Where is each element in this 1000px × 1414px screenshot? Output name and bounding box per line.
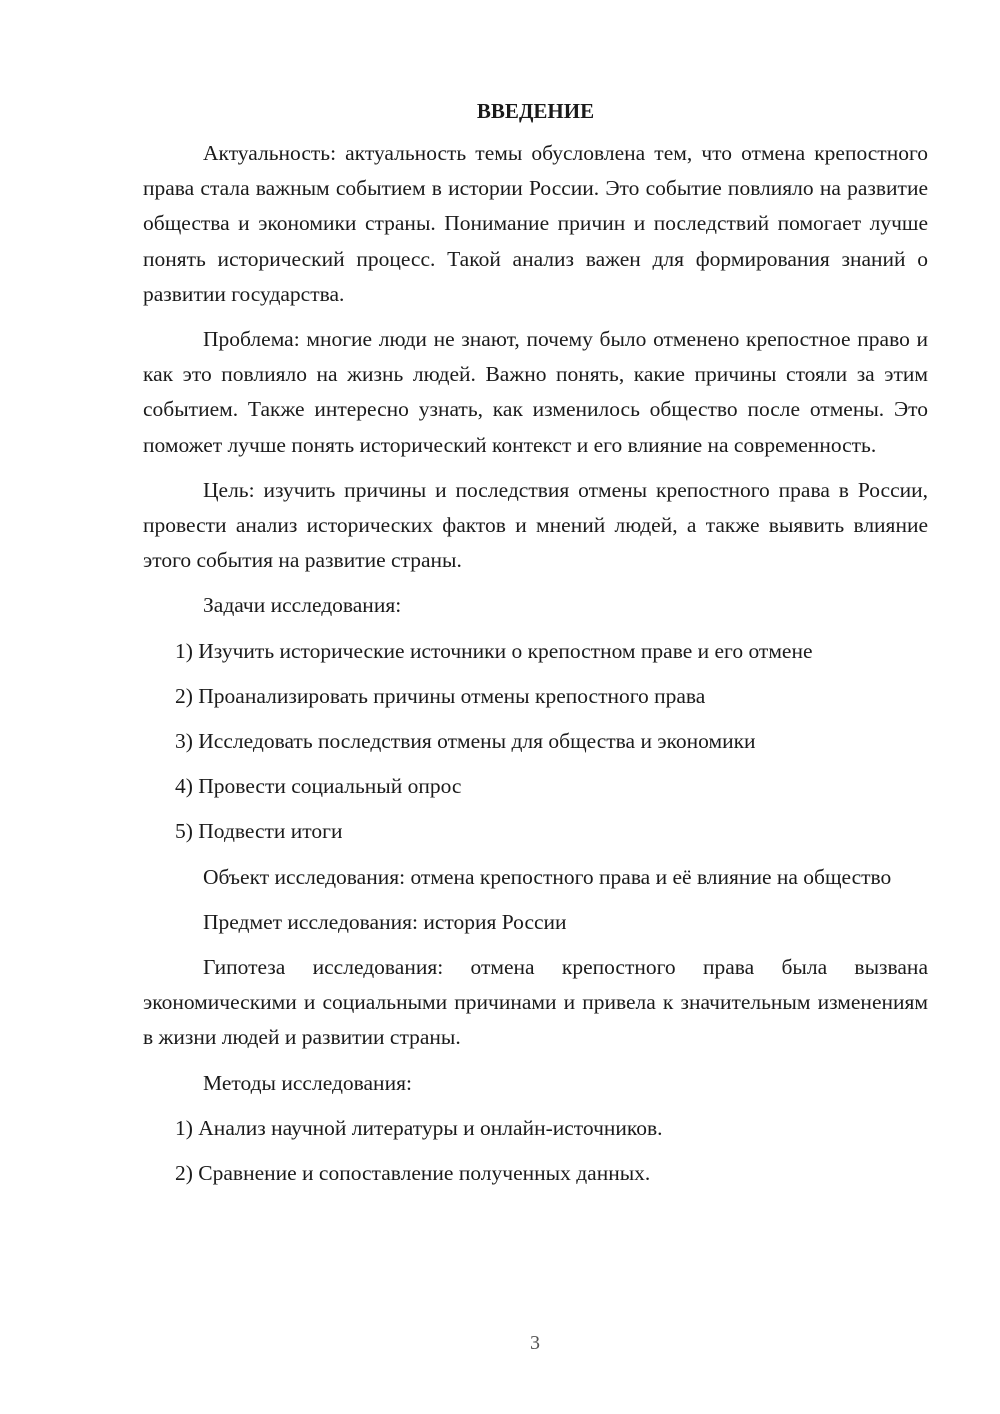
- task-item: 4) Провести социальный опрос: [175, 774, 462, 799]
- page-content: [143, 96, 928, 1201]
- subject-paragraph: Предмет исследования: история России: [203, 909, 567, 934]
- problem-paragraph: Проблема: многие люди не знают, почему было отменено крепостное право и как это повлияло на жизнь людей. Важно понять, какие причины стояли за этим событием. Также интересно узнать, как изменилось общество после отмены. Это поможет лучше понять исторический контекст и его влияние на современность.: [143, 327, 928, 457]
- methods-heading: Методы исследования:: [203, 1070, 412, 1095]
- task-item: 2) Проанализировать причины отмены крепостного права: [175, 683, 706, 708]
- page-number: 3: [530, 1332, 540, 1354]
- method-item: 2) Сравнение и сопоставление полученных данных.: [175, 1161, 651, 1186]
- task-item: 3) Исследовать последствия отмены для общества и экономики: [175, 729, 756, 754]
- task-item: 5) Подвести итоги: [175, 819, 343, 844]
- relevance-paragraph: Актуальность: актуальность темы обусловлена тем, что отмена крепостного права стала важным событием в истории России. Это событие повлияло на развитие общества и экономики страны. Понимание причин и последствий помогает лучше понять исторический процесс. Такой анализ важен для формирования знаний о развитии государства.: [143, 141, 928, 306]
- task-item: 1) Изучить исторические источники о крепостном праве и его отмене: [175, 638, 813, 663]
- tasks-heading: Задачи исследования:: [203, 593, 402, 618]
- hypothesis-paragraph: Гипотеза исследования: отмена крепостного права была вызвана экономическими и социальными причинами и привела к значительным изменениям в жизни людей и развитии страны.: [143, 955, 928, 1050]
- goal-paragraph: Цель: изучить причины и последствия отмены крепостного права в России, провести анализ исторических фактов и мнений людей, а также выявить влияние этого события на развитие страны.: [143, 477, 928, 573]
- page-title: ВВЕДЕНИЕ: [476, 99, 595, 123]
- method-item: 1) Анализ научной литературы и онлайн-источников.: [175, 1115, 663, 1140]
- object-paragraph: Объект исследования: отмена крепостного права и её влияние на общество: [203, 864, 892, 889]
